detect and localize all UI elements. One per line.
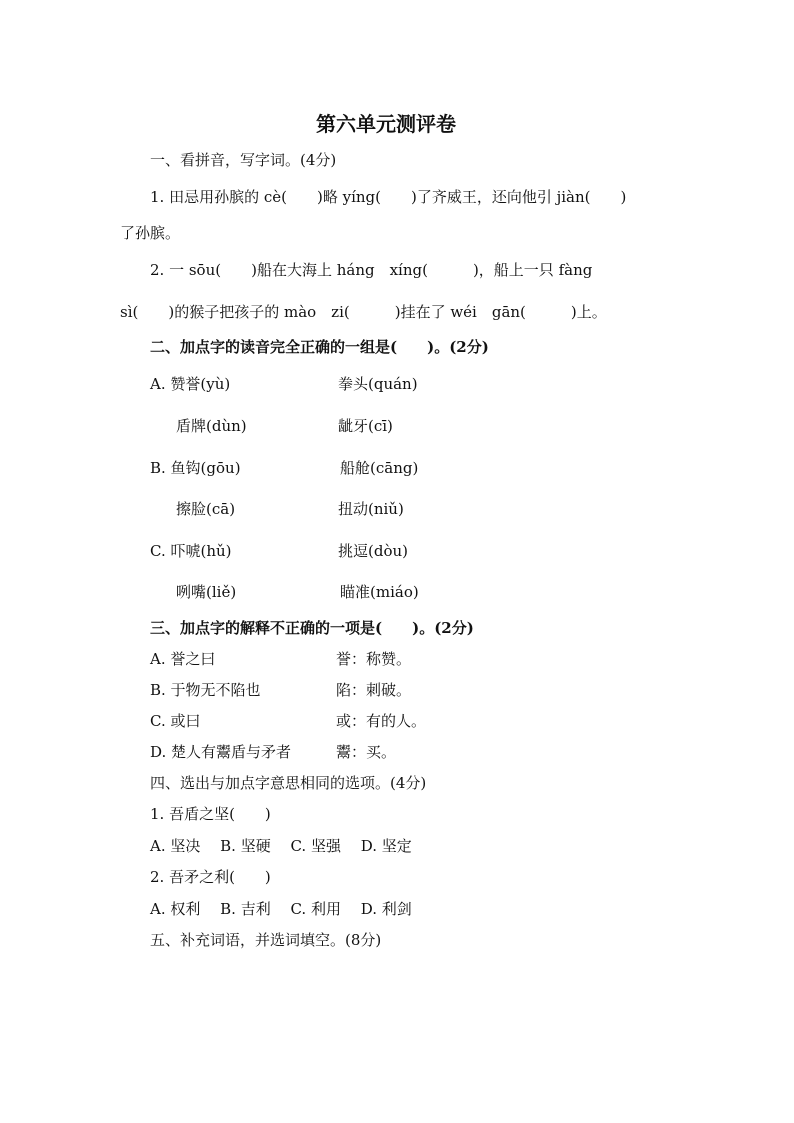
q2-option-c3: 咧嘴(liě): [176, 583, 237, 601]
q2-option-a2: 拳头(quán): [338, 375, 418, 393]
q2-option-c2: 挑逗(dòu): [338, 542, 408, 560]
q2-option-a1: A. 赞誉(yù): [150, 375, 231, 393]
q2-option-a4: 龇牙(cī): [338, 417, 393, 435]
q1-item1-line2: 了孙膑。: [120, 224, 181, 242]
q1-heading: 一、看拼音，写字词。(4分): [150, 151, 337, 169]
q2-option-a3: 盾牌(dùn): [176, 417, 247, 435]
q5-heading: 五、补充词语，并选词填空。(8分): [150, 931, 382, 949]
q2-option-c4: 瞄准(miáo): [340, 583, 419, 601]
q2-option-c1: C. 吓唬(hǔ): [150, 542, 232, 560]
q4-heading: 四、选出与加点字意思相同的选项。(4分): [150, 774, 427, 792]
q3-heading: 三、加点字的解释不正确的一项是( )。(2分): [150, 619, 474, 637]
q2-option-b3: 擦脸(cā): [176, 500, 236, 518]
q2-option-b2: 船舱(cāng): [340, 459, 419, 477]
q4-item1: 1. 吾盾之坚( ): [150, 805, 271, 823]
q3-option-a-left: A. 誉之曰: [150, 650, 216, 668]
q3-option-c-right: 或：有的人。: [336, 712, 427, 730]
q3-option-d-right: 鬻：买。: [336, 743, 397, 761]
q2-option-b4: 扭动(niǔ): [338, 500, 404, 518]
q3-option-b-left: B. 于物无不陷也: [150, 681, 261, 699]
q3-option-a-right: 誉：称赞。: [336, 650, 412, 668]
q3-option-c-left: C. 或曰: [150, 712, 201, 730]
q4-item2-options: A. 权利 B. 吉利 C. 利用 D. 利剑: [150, 900, 412, 918]
q1-item2-line1: 2. 一 sōu( )船在大海上 háng xíng( )，船上一只 fàng: [150, 261, 593, 279]
q1-item1-line1: 1. 田忌用孙膑的 cè( )略 yíng( )了齐威王，还向他引 jiàn( ): [150, 188, 627, 206]
q2-option-b1: B. 鱼钩(gōu): [150, 459, 241, 477]
q3-option-b-right: 陷：刺破。: [336, 681, 412, 699]
q1-item2-line2: sì( )的猴子把孩子的 mào zi( )挂在了 wéi gān( )上。: [120, 303, 607, 321]
q2-heading: 二、加点字的读音完全正确的一组是( )。(2分): [150, 338, 489, 356]
q3-option-d-left: D. 楚人有鬻盾与矛者: [150, 743, 292, 761]
q4-item2: 2. 吾矛之利( ): [150, 868, 271, 886]
q4-item1-options: A. 坚决 B. 坚硬 C. 坚强 D. 坚定: [150, 837, 412, 855]
page-title: 第六单元测评卷: [316, 112, 456, 136]
